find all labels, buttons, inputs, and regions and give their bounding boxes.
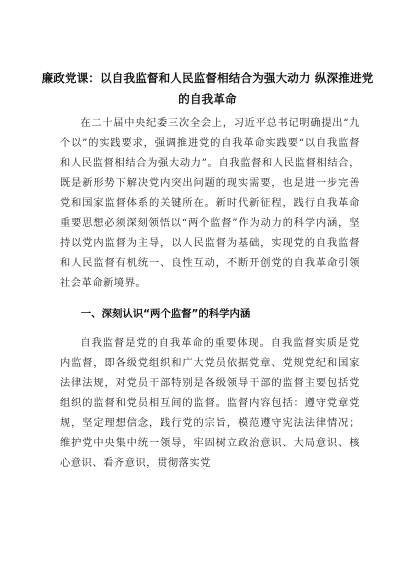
document-body — [60, 114, 360, 474]
section-heading: 一、深刻认识“两个监督”的科学内涵 — [80, 308, 251, 320]
intro-paragraph: 在二十届中央纪委三次全会上，习近平总书记明确提出“九个以”的实践要求，强调推进党的自我革命实践要“以自我监督和人民监督相结合为强大动力”。自我监督和人民监督相结合，既是新形势下解决党内突出问题的现实需要，也是进一步完善党和国家监督体系的关键所在。新时代新征程，践行自我革命重要思想必须深刻领悟以“两个监督”作为动力的科学内涵，坚持以党内监督为主导，以人民监督为基础，实现党的自我监督和人民监督有机统一、良性互动，不断开创党的自我革命引领社会革命新境界。 — [60, 118, 360, 289]
document-title: 廉政党课：以自我监督和人民监督相结合为强大动力 纵深推进党的自我革命 — [41, 71, 374, 106]
section-paragraph: 自我监督是党的自我革命的重要体现。自我监督实质是党内监督，即各级党组织和广大党员依据党章、党规党纪和国家法律法规，对党员干部特别是各级领导干部的监督主要包括党组织的监督和党员相互间的监督。监督内容包括：遵守党章党规，坚定理想信念，践行党的宗旨，模范遵守宪法法律情况；维护党中央集中统一领导，牢固树立政治意识、大局意识、核心意识、看齐意识，贯彻落实党 — [60, 338, 360, 469]
